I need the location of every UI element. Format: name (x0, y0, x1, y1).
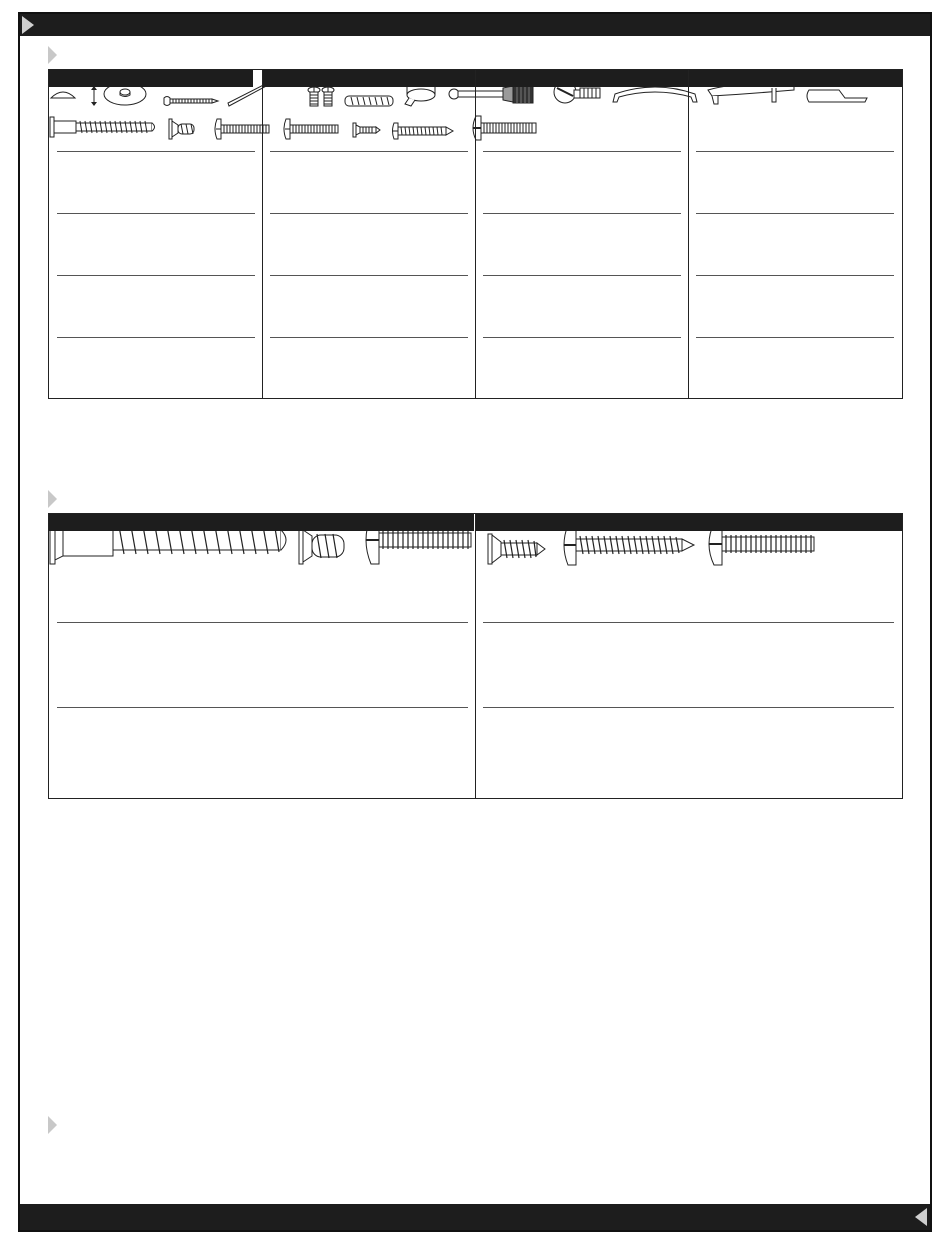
section-marker-actual-size (48, 490, 57, 508)
table-header-cell (263, 70, 475, 87)
row-divider (57, 707, 468, 708)
table-header-cell (49, 70, 253, 87)
euro-screw-short-icon (168, 117, 208, 141)
row-divider (57, 213, 255, 214)
wood-dowel-icon (343, 94, 398, 108)
wood-screw-icon (163, 94, 223, 108)
machine-screw-icon (213, 117, 278, 141)
tapping-screw-icon (391, 121, 466, 141)
section-marker-notes (48, 1116, 57, 1134)
row-divider (483, 275, 681, 276)
row-divider (483, 337, 681, 338)
footer-arrow-icon (915, 1208, 927, 1226)
machine-screw-icon (282, 117, 347, 141)
table-header-cell (689, 70, 902, 87)
row-divider (696, 151, 894, 152)
row-divider (57, 151, 255, 152)
column-divider (475, 514, 476, 798)
flat-head-tapping-screw-icon (487, 532, 557, 566)
short-screw-icon (352, 121, 387, 141)
row-divider (696, 213, 894, 214)
row-divider (483, 622, 894, 623)
row-divider (57, 275, 255, 276)
bumper-pad-icon (49, 86, 99, 108)
assembly-page (18, 12, 932, 1232)
column-divider (262, 70, 263, 398)
row-divider (57, 622, 468, 623)
row-divider (483, 151, 681, 152)
column-divider (475, 70, 476, 398)
row-divider (483, 213, 681, 214)
euro-screw-long-icon (49, 113, 164, 141)
header-band (20, 14, 930, 36)
section-marker-hardware (48, 46, 57, 64)
row-divider (270, 337, 468, 338)
table-header-cell (476, 514, 902, 531)
cam-bolt-pair-icon (307, 86, 339, 108)
row-divider (270, 151, 468, 152)
row-divider (270, 275, 468, 276)
table-header-cell (49, 514, 474, 531)
column-divider (688, 70, 689, 398)
hardware-parts-table (48, 69, 903, 399)
row-divider (57, 337, 255, 338)
row-divider (696, 275, 894, 276)
row-divider (270, 213, 468, 214)
machine-screw-large-icon (471, 115, 546, 141)
header-arrow-icon (22, 16, 34, 34)
euro-screw-short-actual-size-icon (298, 526, 358, 566)
actual-size-screws-table (48, 513, 903, 799)
table-header-cell (476, 70, 688, 87)
row-divider (696, 337, 894, 338)
footer-band (20, 1204, 930, 1230)
row-divider (483, 707, 894, 708)
